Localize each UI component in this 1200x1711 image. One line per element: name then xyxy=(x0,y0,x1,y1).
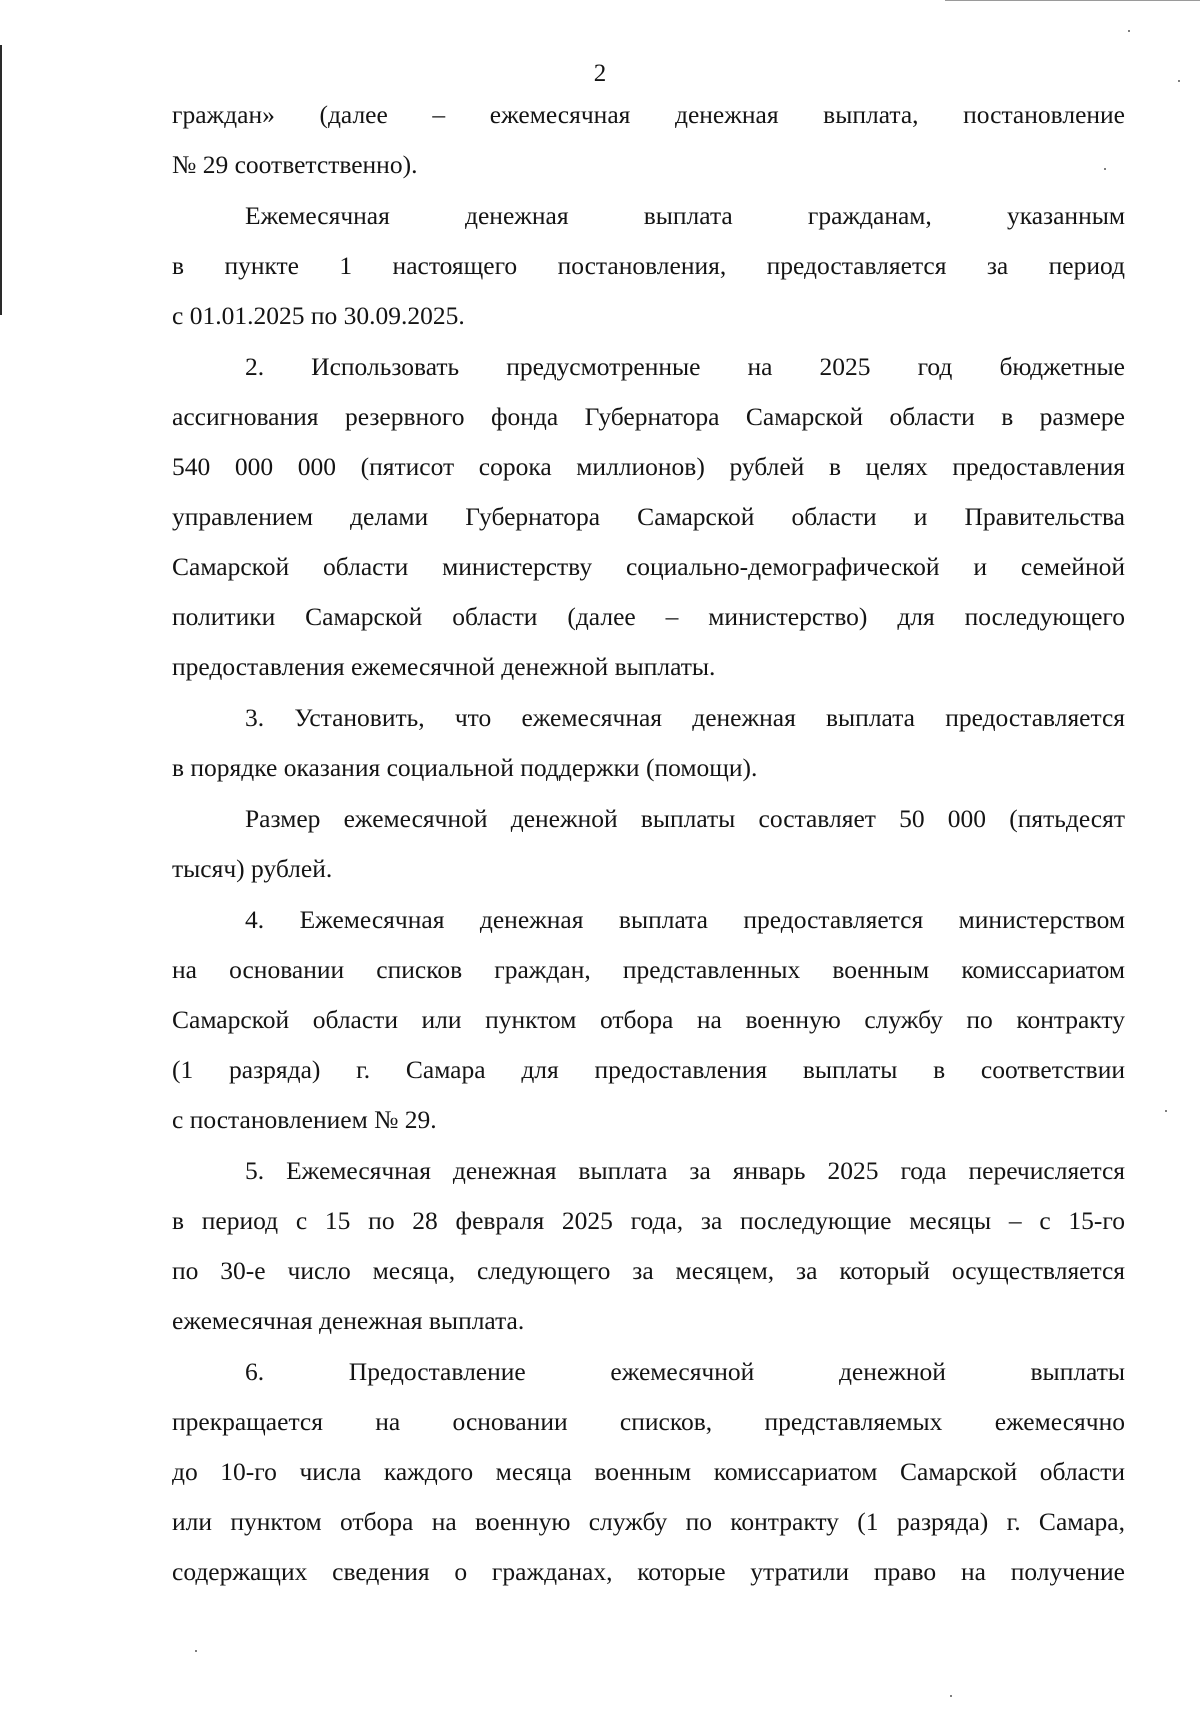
text-line: политики Самарской области (далее – министерство) для последующего xyxy=(172,602,1125,631)
paragraph-payment-amount xyxy=(172,794,1125,894)
scan-speck xyxy=(1128,30,1130,32)
text-line: 2. Использовать предусмотренные на 2025 год бюджетные xyxy=(245,352,1125,381)
text-line: граждан» (далее – ежемесячная денежная выплата, постановление xyxy=(172,100,1125,129)
text-line: ежемесячная денежная выплата. xyxy=(172,1306,525,1335)
text-line: Самарской области или пунктом отбора на военную службу по контракту xyxy=(172,1005,1125,1034)
paragraph-item-4 xyxy=(172,895,1125,1145)
text-line: по 30-е число месяца, следующего за месяцем, за который осуществляется xyxy=(172,1256,1125,1285)
paragraph-continuation xyxy=(172,90,1125,190)
text-line: 3. Установить, что ежемесячная денежная выплата предоставляется xyxy=(245,703,1125,732)
text-line: Самарской области министерству социально-демографической и семейной xyxy=(172,552,1125,581)
text-line: Ежемесячная денежная выплата гражданам, указанным xyxy=(245,201,1125,230)
text-line: в период с 15 по 28 февраля 2025 года, за последующие месяцы – с 15-го xyxy=(172,1206,1125,1235)
text-line: 540 000 000 (пятисот сорока миллионов) рублей в целях предоставления xyxy=(172,452,1125,481)
text-line: № 29 соответственно). xyxy=(172,150,418,179)
scan-speck xyxy=(950,1695,952,1697)
text-line: 4. Ежемесячная денежная выплата предоставляется министерством xyxy=(245,905,1125,934)
text-line: ассигнования резервного фонда Губернатора Самарской области в размере xyxy=(172,402,1125,431)
text-line: на основании списков граждан, представленных военным комиссариатом xyxy=(172,955,1125,984)
text-line: Размер ежемесячной денежной выплаты составляет 50 000 (пятьдесят xyxy=(245,804,1125,833)
paragraph-payment-period xyxy=(172,191,1125,341)
text-line: тысяч) рублей. xyxy=(172,854,333,883)
scan-speck xyxy=(195,1650,197,1652)
scan-speck xyxy=(1165,1110,1167,1112)
text-line: в порядке оказания социальной поддержки (помощи). xyxy=(172,753,758,782)
text-line: (1 разряда) г. Самара для предоставления выплаты в соответствии xyxy=(172,1055,1125,1084)
document-body xyxy=(172,90,1125,1598)
text-line: прекращается на основании списков, представляемых ежемесячно xyxy=(172,1407,1125,1436)
text-line: или пунктом отбора на военную службу по контракту (1 разряда) г. Самара, xyxy=(172,1507,1125,1536)
text-line: содержащих сведения о гражданах, которые утратили право на получение xyxy=(172,1557,1125,1586)
text-line: с постановлением № 29. xyxy=(172,1105,437,1134)
text-line: 5. Ежемесячная денежная выплата за январь 2025 года перечисляется xyxy=(245,1156,1125,1185)
text-line: предоставления ежемесячной денежной выплаты. xyxy=(172,652,716,681)
paragraph-item-3 xyxy=(172,693,1125,793)
text-line: до 10-го числа каждого месяца военным комиссариатом Самарской области xyxy=(172,1457,1125,1486)
page-number: 2 xyxy=(593,60,607,87)
scan-edge-mark xyxy=(945,0,1200,1)
paragraph-item-6 xyxy=(172,1347,1125,1597)
paragraph-item-5 xyxy=(172,1146,1125,1346)
text-line: 6. Предоставление ежемесячной денежной выплаты xyxy=(245,1357,1125,1386)
text-line: в пункте 1 настоящего постановления, предоставляется за период xyxy=(172,251,1125,280)
text-line: управлением делами Губернатора Самарской области и Правительства xyxy=(172,502,1125,531)
paragraph-item-2 xyxy=(172,342,1125,692)
text-line: с 01.01.2025 по 30.09.2025. xyxy=(172,301,465,330)
